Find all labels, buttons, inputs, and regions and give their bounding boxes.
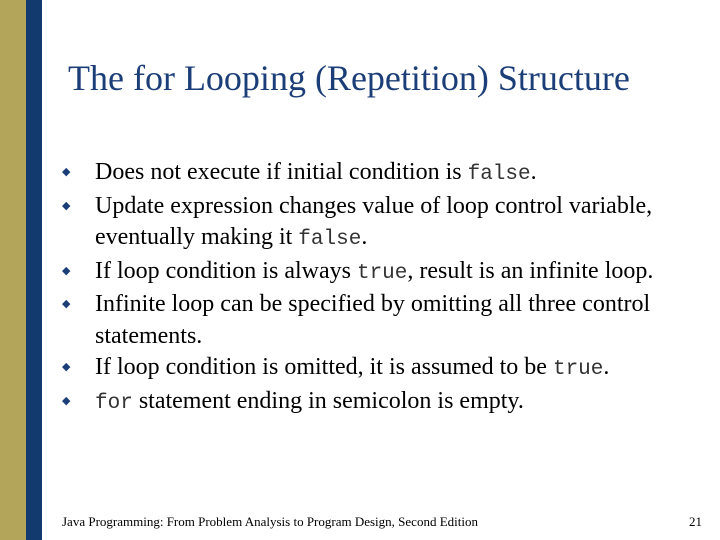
code-text: false — [298, 228, 362, 251]
bullet-text: Does not execute if initial condition is — [95, 159, 468, 185]
bullet-text: If loop condition is omitted, it is assumed to be — [95, 354, 553, 380]
page-number: 21 — [689, 514, 702, 529]
slide-footer: Java Programming: From Problem Analysis to Program Design, Second Edition — [62, 514, 478, 529]
bullet-diamond-icon: ◆ — [62, 166, 71, 178]
bullet-diamond-icon: ◆ — [62, 394, 71, 407]
bullet-item — [62, 157, 662, 191]
bullet-item — [62, 352, 662, 386]
bullet-item — [62, 386, 662, 420]
bullet-item — [62, 191, 662, 256]
bullet-diamond-icon: ◆ — [62, 264, 71, 277]
bullet-text: . — [530, 159, 537, 185]
bullet-text: If loop condition is always — [95, 257, 357, 284]
bullet-item — [62, 289, 662, 352]
left-decorative-band — [0, 0, 26, 540]
code-text: for — [95, 391, 133, 415]
slide-title: The for Looping (Repetition) Structure — [68, 58, 630, 98]
bullet-list — [62, 157, 662, 419]
code-text: true — [552, 358, 604, 381]
bullet-text: , result is an infinite loop. — [407, 257, 654, 284]
bullet-item — [62, 256, 662, 290]
bullet-diamond-icon: ◆ — [62, 298, 71, 310]
left-accent-band — [26, 0, 42, 540]
bullet-diamond-icon: ◆ — [62, 199, 71, 212]
bullet-text: statement ending in semicolon is empty. — [132, 387, 524, 414]
code-text: false — [467, 163, 531, 186]
bullet-text: Infinite loop can be specified by omitting all three control statements. — [95, 291, 651, 349]
code-text: true — [356, 261, 408, 285]
bullet-text: . — [603, 354, 610, 380]
bullet-diamond-icon: ◆ — [62, 361, 71, 373]
bullet-text: Update expression changes value of loop control variable, eventually making it — [95, 192, 653, 250]
bullet-text: . — [361, 224, 368, 250]
